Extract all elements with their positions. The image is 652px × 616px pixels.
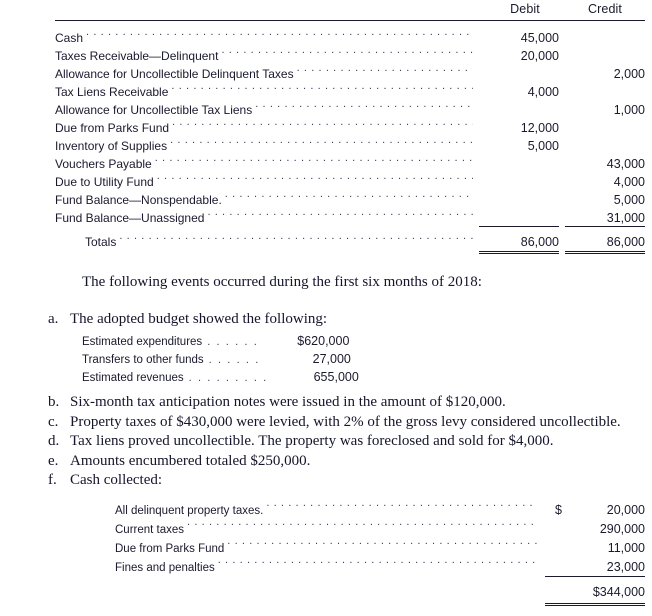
table-row — [55, 190, 645, 208]
table-row — [55, 46, 645, 64]
cash-label: Due from Parks Fund — [115, 543, 225, 555]
dot-leader — [119, 232, 473, 246]
dot-leader — [172, 118, 473, 132]
dot-leader — [218, 557, 537, 571]
list-marker: f. — [48, 472, 57, 488]
totals-row — [55, 232, 645, 250]
credit-amount: 43,000 — [606, 157, 645, 171]
budget-row — [82, 350, 351, 368]
budget-row — [82, 368, 359, 386]
list-item-b — [0, 393, 652, 413]
table-row — [55, 172, 645, 190]
list-item-text: Cash collected: — [70, 472, 163, 488]
cash-amount — [537, 520, 645, 539]
list-marker: a. — [48, 311, 59, 327]
budget-amount: $620,000 — [297, 334, 350, 348]
table-row — [55, 64, 645, 82]
cash-amount-value: 290,000 — [599, 522, 645, 536]
account-label: Allowance for Uncollectible Tax Liens — [55, 103, 253, 117]
dot-leader — [297, 64, 473, 78]
list-item-e — [0, 452, 652, 472]
budget-label: Estimated revenues — [82, 372, 184, 384]
cash-label: All delinquent property taxes. — [115, 505, 264, 517]
account-label: Tax Liens Receivable — [55, 85, 169, 99]
credit-amount: 5,000 — [613, 193, 645, 207]
column-header-debit: Debit — [510, 2, 540, 16]
cash-amount-value: 11,000 — [607, 541, 645, 555]
list-item-text: Tax liens proved uncollectible. The property was foreclosed and sold for $4,000. — [70, 433, 554, 449]
table-row — [55, 136, 645, 154]
totals-label: Totals — [85, 235, 117, 249]
table-row — [55, 82, 645, 100]
list-item-text: Property taxes of $430,000 were levied, with 2% of the gross levy considered uncollectible. — [70, 413, 621, 430]
list-item-c — [0, 413, 652, 433]
credit-amount: 2,000 — [613, 67, 645, 81]
cash-amount-value: 23,000 — [606, 560, 645, 574]
cash-amount-value: 20,000 — [606, 503, 645, 517]
cash-total-row — [115, 582, 645, 602]
debit-amount: 5,000 — [527, 139, 559, 153]
account-label: Vouchers Payable — [55, 157, 152, 171]
cash-row — [115, 538, 645, 557]
credit-amount: 1,000 — [613, 103, 645, 117]
totals-debit-amount: 86,000 — [520, 235, 559, 249]
cash-row — [115, 500, 645, 519]
trial-balance-body — [55, 28, 645, 257]
cash-row — [115, 557, 645, 576]
list-item-d — [0, 432, 652, 452]
cash-row — [115, 519, 645, 538]
budget-table — [82, 332, 359, 386]
budget-label: Estimated expenditures — [82, 336, 203, 348]
table-top-rule — [55, 20, 645, 21]
dot-leader — [227, 538, 537, 552]
totals-double-rule-credit — [565, 251, 645, 254]
list-item-text: The adopted budget showed the following: — [70, 311, 328, 327]
dot-leader: . . . . . . . . . — [188, 372, 268, 384]
cash-total-amount: $344,000 — [592, 585, 645, 599]
budget-row — [82, 332, 350, 350]
narrative-section — [0, 272, 652, 329]
currency-symbol: $ — [555, 503, 562, 517]
table-row — [55, 100, 645, 118]
dot-leader: . . . . . . — [208, 354, 260, 366]
cash-label: Fines and penalties — [115, 562, 215, 574]
budget-amount: 655,000 — [313, 370, 359, 384]
debit-amount: 12,000 — [520, 121, 559, 135]
list-item-text: Amounts encumbered totaled $250,000. — [70, 452, 311, 469]
list-marker: b. — [48, 394, 60, 410]
cash-label: Current taxes — [115, 524, 185, 536]
cash-collected-table — [115, 500, 645, 609]
dot-leader — [225, 190, 473, 204]
account-label: Cash — [55, 31, 84, 45]
cash-amount — [537, 558, 645, 577]
account-label: Fund Balance—Unassigned — [55, 211, 205, 225]
debit-amount: 20,000 — [520, 49, 559, 63]
cash-total-double-rule — [115, 603, 645, 609]
header-spacer — [55, 2, 485, 16]
dot-leader — [171, 82, 473, 96]
table-row — [55, 208, 645, 226]
dot-leader — [187, 519, 537, 533]
dot-leader: . . . . . . — [207, 336, 259, 348]
dot-leader — [86, 28, 473, 42]
trial-balance-table — [55, 2, 645, 257]
trial-balance-header-row — [55, 2, 645, 20]
account-label: Taxes Receivable—Delinquent — [55, 49, 219, 63]
budget-table-inner — [82, 332, 359, 386]
list-item-f — [0, 471, 652, 491]
dot-leader — [221, 46, 473, 60]
credit-amount: 31,000 — [606, 211, 645, 225]
credit-amount: 4,000 — [613, 175, 645, 189]
budget-label: Transfers to other funds — [82, 354, 204, 366]
account-label: Fund Balance—Nonspendable. — [55, 193, 222, 207]
budget-amount: 27,000 — [312, 352, 351, 366]
list-marker: d. — [48, 433, 60, 449]
account-label: Allowance for Uncollectible Delinquent Taxes — [55, 67, 294, 81]
totals-double-rule — [55, 251, 645, 257]
events-list — [0, 393, 652, 491]
list-marker: c. — [48, 413, 59, 430]
debit-amount: 45,000 — [520, 31, 559, 45]
account-label: Due from Parks Fund — [55, 121, 170, 135]
table-row — [55, 28, 645, 46]
totals-double-rule-debit — [479, 251, 559, 254]
column-header-credit: Credit — [588, 2, 622, 16]
list-item-a — [0, 309, 652, 329]
dot-leader — [255, 100, 473, 114]
dot-leader — [266, 500, 537, 514]
cash-amount — [537, 501, 645, 520]
totals-top-rule-debit — [479, 226, 559, 231]
list-item-text: Six-month tax anticipation notes were issued in the amount of $120,000. — [70, 394, 506, 410]
narrative-lead: The following events occurred during the first six months of 2018: — [82, 274, 482, 290]
table-row — [55, 118, 645, 136]
dot-leader — [170, 136, 473, 150]
account-label: Due to Utility Fund — [55, 175, 154, 189]
totals-credit-amount: 86,000 — [606, 235, 645, 249]
cash-total-double-rule-seg — [545, 603, 645, 606]
dot-leader — [157, 172, 473, 186]
list-marker: e. — [48, 452, 59, 469]
debit-amount: 4,000 — [527, 85, 559, 99]
dot-leader — [155, 154, 473, 168]
cash-amount — [537, 539, 645, 558]
account-label: Inventory of Supplies — [55, 139, 168, 153]
dot-leader — [207, 208, 473, 222]
totals-top-rule-credit — [565, 226, 645, 231]
table-row — [55, 154, 645, 172]
